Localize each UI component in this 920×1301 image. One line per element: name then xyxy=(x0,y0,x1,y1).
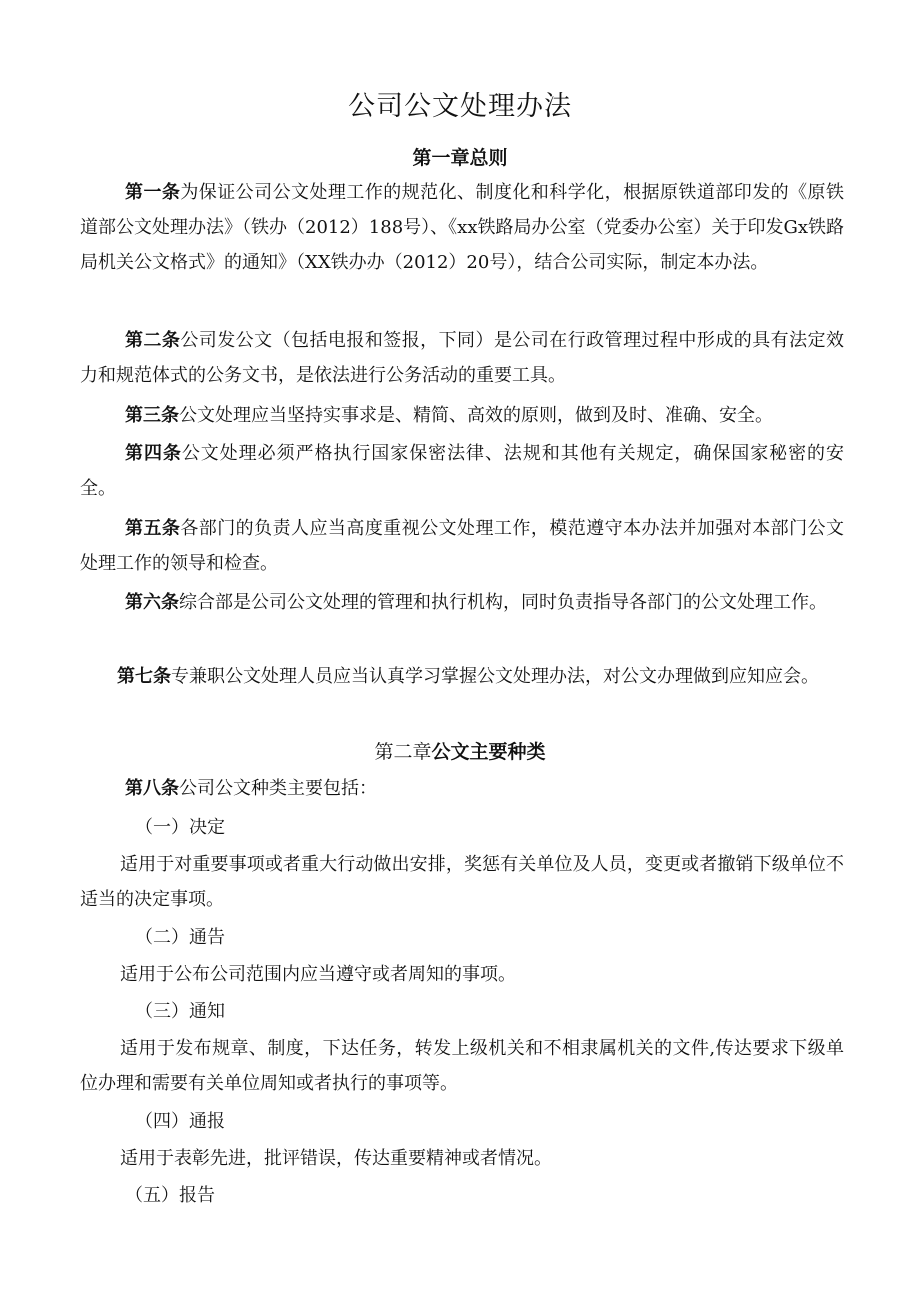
article-text: 为保证公司公文处理工作的规范化、制度化和科学化，根据原铁道部印发的《原铁道部公文处理办法》（铁办（2012）188号）、《xx铁路局办公室（党委办公室）关于印发Gx铁路局机关公文格式》的通知》（XX铁办办（2012）20号），结合公司实际，制定本办法。 xyxy=(80,182,844,273)
item-desc-4: 适用于表彰先进，批评错误，传达重要精神或者情况。 xyxy=(120,1148,552,1169)
article-lead: 第五条 xyxy=(125,518,181,539)
article-text: 公司发公文（包括电报和签报，下同）是公司在行政管理过程中形成的具有法定效力和规范体式的公务文书，是依法进行公务活动的重要工具。 xyxy=(80,330,844,386)
article-lead: 第八条 xyxy=(125,778,179,799)
item-label-5: （五）报告 xyxy=(125,1185,215,1206)
article-lead: 第一条 xyxy=(125,182,181,203)
article-text: 各部门的负责人应当高度重视公文处理工作，模范遵守本办法并加强对本部门公文处理工作的领导和检查。 xyxy=(80,518,844,574)
chapter-1-heading xyxy=(0,143,920,170)
chapter-2-heading xyxy=(0,737,920,764)
article-5 xyxy=(80,511,844,581)
article-lead: 第三条 xyxy=(125,405,179,426)
article-text: 公文处理应当坚持实事求是、精简、高效的原则，做到及时、准确、安全。 xyxy=(179,405,773,426)
article-lead: 第二条 xyxy=(125,330,181,351)
item-label-2: （二）通告 xyxy=(135,927,225,948)
item-label-1: （一）决定 xyxy=(135,817,225,838)
item-desc-2: 适用于公布公司范围内应当遵守或者周知的事项。 xyxy=(120,964,516,985)
article-text: 专兼职公文处理人员应当认真学习掌握公文处理办法，对公文办理做到应知应会。 xyxy=(171,666,819,687)
article-lead: 第七条 xyxy=(117,666,171,687)
item-label-4: （四）通报 xyxy=(135,1111,225,1132)
article-lead: 第六条 xyxy=(125,592,179,613)
article-6 xyxy=(80,585,844,620)
article-7 xyxy=(80,659,844,694)
document-title: 公司公文处理办法 xyxy=(348,91,572,122)
chapter-2-heading-main: 公文主要种类 xyxy=(431,741,546,763)
article-text: 综合部是公司公文处理的管理和执行机构，同时负责指导各部门的公文处理工作。 xyxy=(179,592,827,613)
item-label-3: （三）通知 xyxy=(135,1001,225,1022)
article-text: 公文处理必须严格执行国家保密法律、法规和其他有关规定，确保国家秘密的安全。 xyxy=(80,443,845,499)
article-2 xyxy=(80,323,844,393)
article-4 xyxy=(80,436,844,506)
article-1 xyxy=(80,175,844,280)
item-desc-3: 适用于发布规章、制度，下达任务，转发上级机关和不相隶属机关的文件,传达要求下级单位办理和需要有关单位周知或者执行的事项等。 xyxy=(80,1038,844,1094)
article-3 xyxy=(80,398,844,433)
chapter-2-heading-prefix: 第二章 xyxy=(374,741,432,763)
item-desc-1: 适用于对重要事项或者重大行动做出安排，奖惩有关单位及人员，变更或者撤销下级单位不适当的决定事项。 xyxy=(80,854,844,910)
article-8 xyxy=(80,771,844,806)
article-text: 公司公文种类主要包括： xyxy=(179,778,377,799)
chapter-1-heading-text: 第一章总则 xyxy=(412,147,508,169)
article-lead: 第四条 xyxy=(125,443,182,464)
